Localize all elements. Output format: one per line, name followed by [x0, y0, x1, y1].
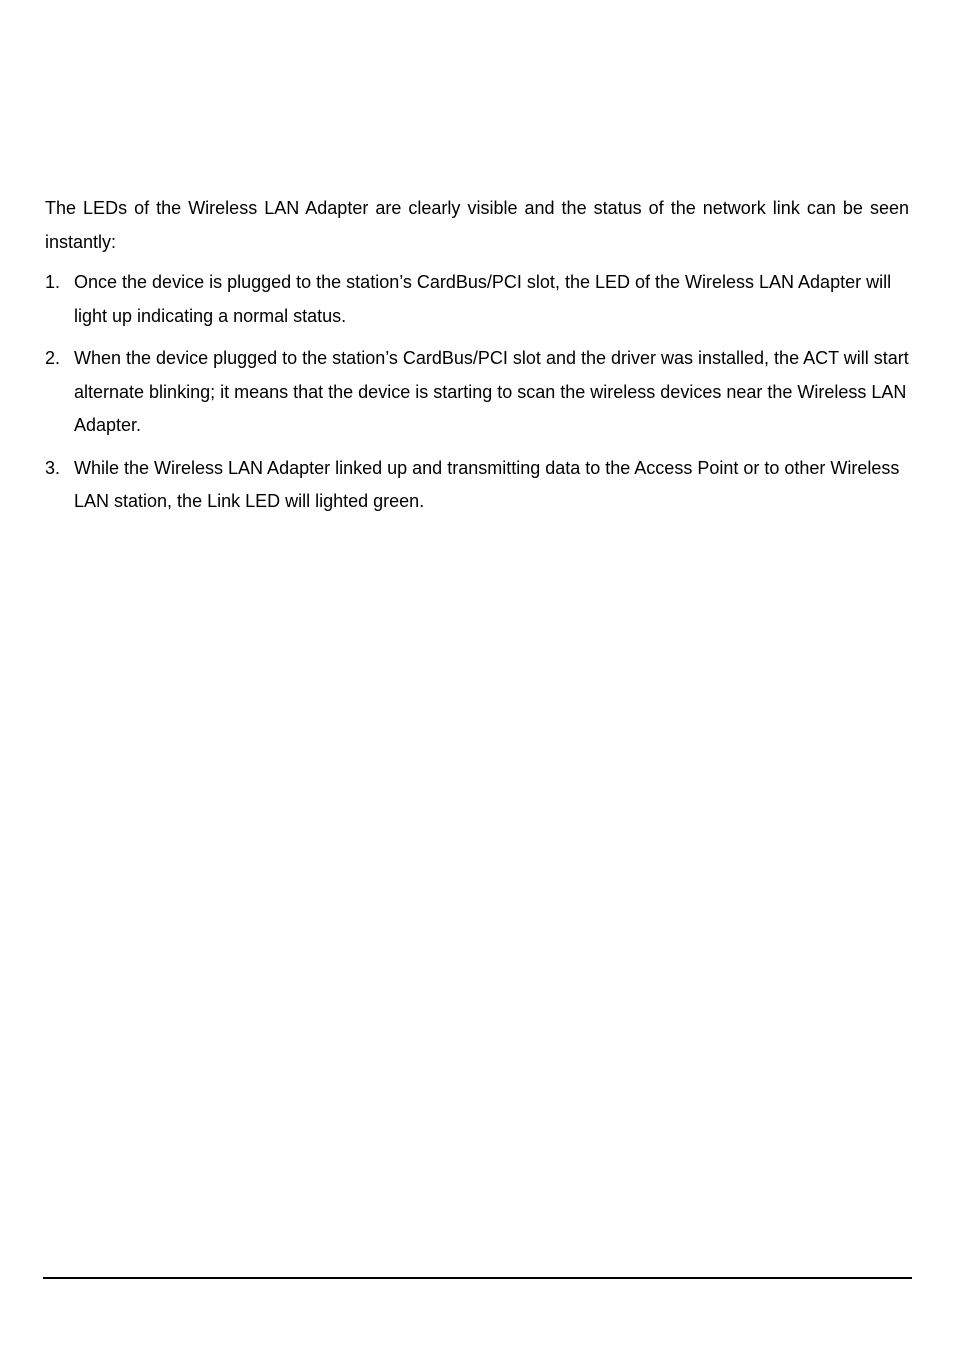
list-item-text: When the device plugged to the station’s CardBus/PCI slot and the driver was installed, the ACT will start alternate blinking; it means that the device is starting to scan the wireless devices near the Wireless LAN Adapter.	[74, 348, 909, 435]
list-item-number: 3.	[45, 457, 61, 478]
led-status-list	[45, 266, 909, 528]
list-item-number: 1.	[45, 272, 61, 292]
list-item-text: Once the device is plugged to the station’s CardBus/PCI slot, the LED of the Wireless LAN Adapter will light up indicating a normal status.	[74, 272, 892, 326]
list-item	[45, 342, 909, 443]
list-item	[45, 452, 909, 519]
list-item	[45, 266, 909, 333]
intro-paragraph: The LEDs of the Wireless LAN Adapter are clearly visible and the status of the network link can be seen instantly:	[45, 198, 909, 252]
list-item-number: 2.	[45, 348, 61, 368]
footer-divider	[43, 1277, 912, 1279]
list-item-text: While the Wireless LAN Adapter linked up and transmitting data to the Access Point or to other Wireless LAN station, the Link LED will lighted green.	[74, 457, 900, 511]
